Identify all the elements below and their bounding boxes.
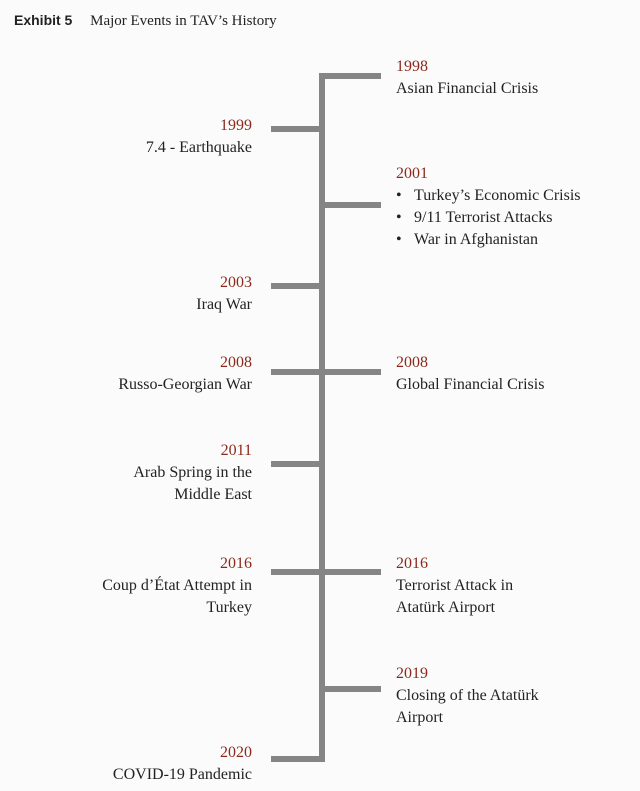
event-year: 1999 [220, 117, 252, 134]
event-bullet-list [396, 185, 581, 251]
event-2001 [396, 163, 581, 251]
event-2019 [396, 663, 539, 729]
event-year: 2020 [220, 744, 252, 761]
event-year: 1998 [396, 58, 428, 75]
event-2016-left [102, 553, 252, 619]
event-year: 2003 [220, 274, 252, 291]
event-description: Asian Financial Crisis [396, 80, 539, 97]
event-description: Airport [396, 709, 444, 726]
connector-2020 [271, 756, 323, 762]
event-description: Iraq War [196, 296, 252, 313]
event-year: 2008 [396, 354, 428, 371]
timeline-spine [319, 73, 325, 762]
event-2011 [133, 440, 252, 506]
event-2008-left [118, 352, 252, 396]
bullet-icon: • [396, 231, 402, 248]
event-bullet-text: 9/11 Terrorist Attacks [414, 209, 553, 226]
exhibit-header [14, 12, 277, 30]
exhibit-label: Exhibit 5 [14, 12, 73, 28]
event-2003 [196, 272, 252, 316]
event-description: Global Financial Crisis [396, 376, 545, 393]
event-bullet-text: War in Afghanistan [414, 231, 539, 248]
bullet-icon: • [396, 209, 402, 226]
event-bullet-text: Turkey’s Economic Crisis [414, 187, 581, 204]
event-1999 [146, 115, 252, 159]
connector-2003 [271, 283, 323, 289]
event-description: Arab Spring in the [133, 464, 252, 481]
event-description: Terrorist Attack in [396, 577, 514, 594]
connector-2019 [319, 686, 381, 692]
connector-2011 [271, 461, 323, 467]
event-description: Coup d’État Attempt in [102, 577, 252, 594]
event-2016-right [396, 553, 513, 619]
event-description: COVID-19 Pandemic [112, 766, 252, 783]
event-year: 2008 [220, 354, 252, 371]
connector-2008 [271, 369, 381, 375]
event-description: Closing of the Atatürk [396, 687, 539, 704]
event-bullet-item [396, 185, 581, 207]
event-2008-right [396, 352, 544, 396]
bullet-icon: • [396, 187, 402, 204]
connector-1998 [319, 73, 381, 79]
connector-2001 [319, 202, 381, 208]
event-year: 2016 [396, 555, 428, 572]
event-2020 [113, 742, 252, 786]
event-1998 [396, 56, 538, 100]
event-year: 2011 [220, 442, 252, 459]
event-description: 7.4 - Earthquake [145, 139, 252, 156]
event-bullet-item [396, 207, 581, 229]
event-year: 2019 [396, 665, 428, 682]
connector-2016 [271, 569, 381, 575]
event-year: 2016 [220, 555, 252, 572]
event-year: 2001 [396, 165, 428, 182]
connector-1999 [271, 126, 323, 132]
event-description: Middle East [174, 486, 252, 503]
event-bullet-item [396, 229, 581, 251]
event-description: Russo-Georgian War [118, 376, 252, 393]
event-description: Turkey [206, 599, 252, 616]
exhibit-title: Major Events in TAV’s History [90, 13, 277, 29]
event-description: Atatürk Airport [396, 599, 496, 616]
